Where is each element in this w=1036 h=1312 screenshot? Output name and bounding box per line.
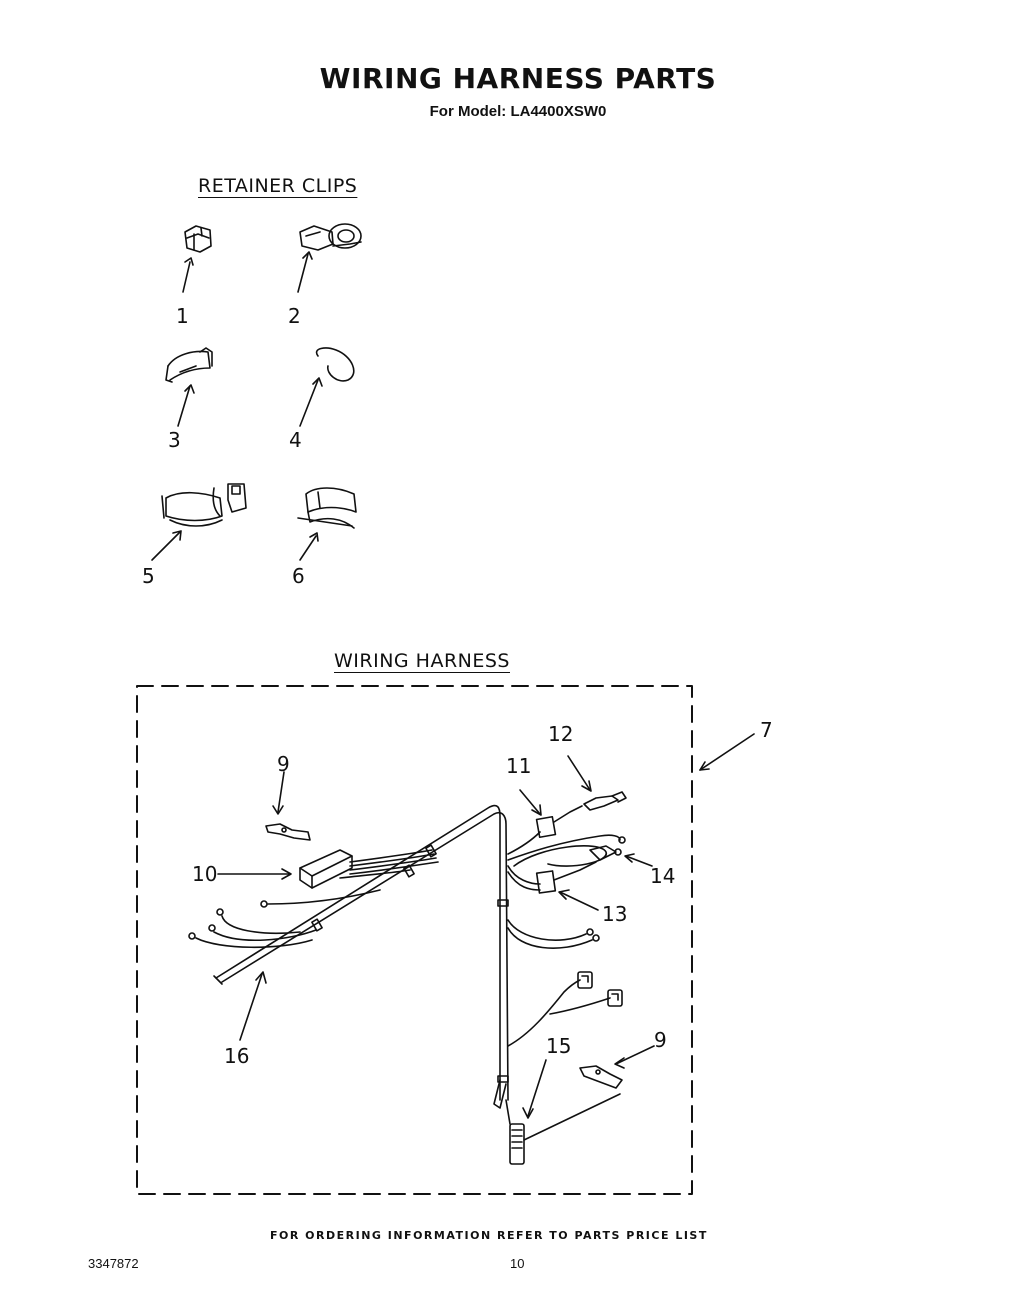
- callout-5: 5: [142, 564, 155, 588]
- leader-7: [700, 734, 754, 770]
- callout-7: 7: [760, 718, 773, 742]
- terminal-12: [568, 756, 626, 810]
- leader-10: [218, 869, 291, 879]
- callout-6: 6: [292, 564, 305, 588]
- retainer-clip-3: [166, 348, 212, 426]
- callout-9-lower: 9: [654, 1028, 667, 1052]
- harness-trunk: [214, 806, 508, 1108]
- callout-12: 12: [548, 722, 574, 746]
- retainer-clips-heading: RETAINER CLIPS: [198, 175, 358, 197]
- retainer-clip-6: [298, 488, 356, 560]
- connector-10: [300, 850, 352, 888]
- connector-13: [508, 862, 598, 910]
- loose-wires-left: [189, 890, 380, 947]
- wiring-harness-heading: WIRING HARNESS: [334, 650, 510, 672]
- callout-2: 2: [288, 304, 301, 328]
- harness-clips: [312, 845, 508, 1082]
- retainer-clip-1: [183, 226, 211, 292]
- model-subtitle: For Model: LA4400XSW0: [429, 103, 607, 120]
- callout-14: 14: [650, 864, 676, 888]
- page-title: WIRING HARNESS PARTS: [319, 62, 717, 95]
- callout-16: 16: [224, 1044, 250, 1068]
- retainer-clip-5: [152, 484, 246, 560]
- callout-1: 1: [176, 304, 189, 328]
- harness-frame: [137, 686, 692, 1194]
- loose-wires-right: [508, 920, 599, 948]
- retainer-clip-4: [300, 348, 354, 426]
- callout-10: 10: [192, 862, 218, 886]
- ordering-note: FOR ORDERING INFORMATION REFER TO PARTS PRICE LIST: [270, 1229, 708, 1242]
- page-number: 10: [510, 1256, 525, 1271]
- callout-11: 11: [506, 754, 532, 778]
- callout-15: 15: [546, 1034, 572, 1058]
- document-number: 3347872: [88, 1256, 139, 1271]
- retainer-clip-2: [298, 224, 361, 292]
- callout-3: 3: [168, 428, 181, 452]
- connector-11: [508, 790, 625, 860]
- wires-to-connector-10: [340, 850, 438, 878]
- connector-block-15: [506, 1060, 620, 1164]
- callout-13: 13: [602, 902, 628, 926]
- wire-loop-14: [514, 846, 652, 866]
- callout-9-upper: 9: [277, 752, 290, 776]
- terminal-9-lower: [580, 1046, 654, 1088]
- callout-4: 4: [289, 428, 302, 452]
- terminal-9-upper: [266, 772, 310, 840]
- leader-16: [240, 972, 266, 1040]
